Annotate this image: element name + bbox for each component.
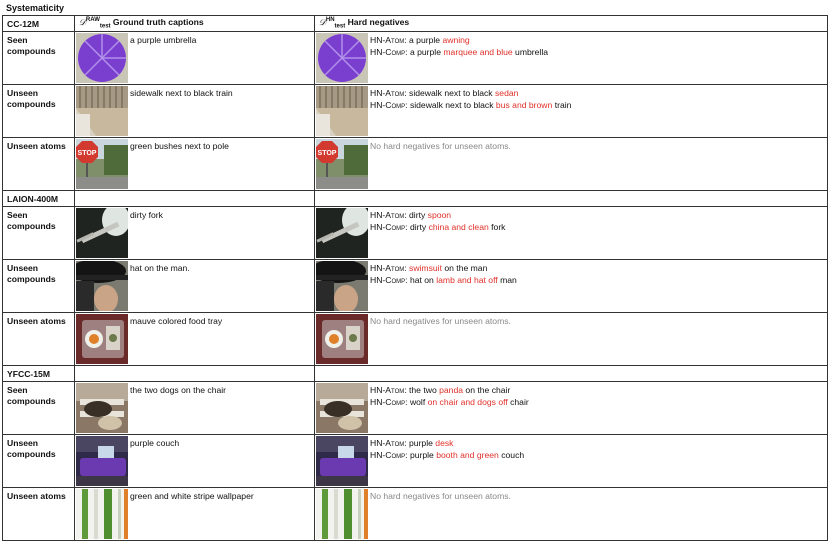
hn-atom-swap: desk bbox=[435, 438, 454, 448]
hn-atom-swap: awning bbox=[442, 35, 470, 45]
thumbnail-image bbox=[76, 383, 128, 433]
first-section-label: CC-12M bbox=[3, 16, 75, 32]
no-hard-negatives-note: No hard negatives for unseen atoms. bbox=[370, 141, 511, 151]
thumbnail-image bbox=[316, 314, 368, 364]
hn-atom-label: HN-Atom bbox=[370, 263, 405, 273]
row-label-cell bbox=[3, 85, 75, 138]
thumbnail-image bbox=[76, 86, 128, 136]
section-row bbox=[3, 191, 828, 207]
hn-atom-swap: sedan bbox=[495, 88, 519, 98]
hn-comp-line: HN-Comp: hat on lamb and hat off man bbox=[370, 274, 517, 285]
hn-header: 𝒟$^{HN}_{test}$ Hard negatives bbox=[315, 16, 828, 32]
table-row bbox=[3, 138, 828, 191]
thumbnail-image bbox=[316, 436, 368, 486]
hn-atom-line: HN-Atom: swimsuit on the man bbox=[370, 263, 488, 273]
row-label: Unseen atoms bbox=[7, 491, 66, 501]
hn-comp-prefix: a purple bbox=[409, 46, 444, 57]
hn-comp-prefix: wolf bbox=[409, 396, 428, 407]
hard-negative-captions bbox=[370, 85, 571, 111]
ground-truth-caption: green bushes next to pole bbox=[130, 141, 229, 151]
row-label-cell bbox=[3, 207, 75, 260]
svg-text:STOP: STOP bbox=[317, 150, 337, 157]
ground-truth-caption: dirty fork bbox=[130, 210, 163, 220]
thumbnail-image bbox=[76, 33, 128, 83]
table-title: Systematicity bbox=[6, 3, 65, 13]
table-row bbox=[3, 382, 828, 435]
hn-atom-prefix: dirty bbox=[409, 210, 428, 220]
row-label-cell bbox=[3, 435, 75, 488]
ground-truth-caption: mauve colored food tray bbox=[130, 316, 223, 326]
table-row bbox=[3, 207, 828, 260]
hn-comp-suffix: fork bbox=[488, 221, 506, 232]
hn-atom-label: HN-Atom bbox=[370, 385, 405, 395]
hard-negative-captions bbox=[370, 32, 548, 58]
row-label-cell bbox=[3, 382, 75, 435]
table-row bbox=[3, 435, 828, 488]
ground-truth-caption: hat on the man. bbox=[130, 263, 190, 273]
row-label: Unseen compounds bbox=[7, 263, 56, 284]
hn-comp-suffix: umbrella bbox=[512, 46, 549, 57]
hn-comp-prefix: hat on bbox=[409, 274, 437, 285]
ground-truth-cell bbox=[75, 488, 315, 541]
hn-atom-label: HN-Atom bbox=[370, 88, 405, 98]
hn-comp-prefix: sidewalk next to black bbox=[409, 99, 496, 110]
row-label-cell bbox=[3, 32, 75, 85]
thumbnail-image bbox=[76, 436, 128, 486]
row-label: Seen compounds bbox=[7, 210, 56, 231]
hn-atom-label: HN-Atom bbox=[370, 210, 405, 220]
ground-truth-caption: purple couch bbox=[130, 438, 180, 448]
row-label: Seen compounds bbox=[7, 35, 56, 56]
hard-negative-cell bbox=[315, 435, 828, 488]
ground-truth-cell bbox=[75, 207, 315, 260]
empty-cell bbox=[75, 191, 315, 207]
ground-truth-caption: a purple umbrella bbox=[130, 35, 197, 45]
row-label: Unseen compounds bbox=[7, 438, 56, 459]
hn-comp-swap: marquee and blue bbox=[443, 46, 513, 57]
hn-comp-label: HN-Comp bbox=[370, 221, 406, 232]
ground-truth-cell bbox=[75, 382, 315, 435]
row-label-cell bbox=[3, 313, 75, 366]
hn-atom-swap: spoon bbox=[427, 210, 452, 220]
hn-comp-line: HN-Comp: a purple marquee and blue umbrella bbox=[370, 46, 549, 57]
hard-negative-captions bbox=[370, 488, 511, 503]
hard-negative-cell bbox=[315, 207, 828, 260]
table-row bbox=[3, 32, 828, 85]
thumbnail-image bbox=[76, 261, 128, 311]
ground-truth-caption: sidewalk next to black train bbox=[130, 88, 233, 98]
hard-negative-captions bbox=[370, 207, 505, 233]
thumbnail-image bbox=[316, 261, 368, 311]
row-label: Unseen atoms bbox=[7, 141, 66, 151]
hn-atom-swap: swimsuit bbox=[409, 263, 442, 273]
ground-truth-caption: green and white stripe wallpaper bbox=[130, 491, 254, 501]
hn-comp-line: HN-Comp: dirty china and clean fork bbox=[370, 221, 506, 232]
gt-header: 𝒟$^{RAW}_{test}$ Ground truth captions bbox=[75, 16, 315, 32]
thumbnail-image bbox=[316, 208, 368, 258]
row-label: Unseen compounds bbox=[7, 88, 56, 109]
hn-atom-suffix: on the chair bbox=[463, 385, 511, 395]
hard-negative-cell bbox=[315, 260, 828, 313]
hn-comp-line: HN-Comp: purple booth and green couch bbox=[370, 449, 525, 460]
hn-atom-line: HN-Atom: the two panda on the chair bbox=[370, 385, 511, 395]
section-label: LAION-400M bbox=[3, 191, 75, 207]
section-row bbox=[3, 366, 828, 382]
hard-negative-cell bbox=[315, 32, 828, 85]
thumbnail-image bbox=[76, 208, 128, 258]
hn-comp-suffix: train bbox=[552, 99, 572, 110]
empty-cell bbox=[315, 366, 828, 382]
hn-comp-prefix: dirty bbox=[409, 221, 429, 232]
hn-comp-swap: china and clean bbox=[428, 221, 489, 232]
hn-comp-suffix: man bbox=[497, 274, 517, 285]
hn-comp-swap: lamb and hat off bbox=[436, 274, 498, 285]
hard-negative-captions bbox=[370, 435, 524, 461]
hn-comp-prefix: purple bbox=[409, 449, 437, 460]
hard-negative-captions bbox=[370, 382, 529, 408]
svg-text:STOP: STOP bbox=[77, 150, 97, 157]
row-label-cell bbox=[3, 488, 75, 541]
thumbnail-image bbox=[316, 139, 368, 189]
hn-comp-suffix: chair bbox=[507, 396, 529, 407]
no-hard-negatives-note: No hard negatives for unseen atoms. bbox=[370, 316, 511, 326]
hn-comp-swap: booth and green bbox=[436, 449, 499, 460]
ground-truth-cell bbox=[75, 435, 315, 488]
hn-comp-label: HN-Comp bbox=[370, 449, 406, 460]
row-label-cell bbox=[3, 260, 75, 313]
table-row bbox=[3, 85, 828, 138]
ground-truth-cell bbox=[75, 260, 315, 313]
thumbnail-image bbox=[76, 489, 128, 539]
thumbnail-image bbox=[76, 314, 128, 364]
ground-truth-cell bbox=[75, 85, 315, 138]
hn-comp-line: HN-Comp: wolf on chair and dogs off chair bbox=[370, 396, 529, 407]
table-row bbox=[3, 313, 828, 366]
hn-atom-line: HN-Atom: dirty spoon bbox=[370, 210, 452, 220]
hn-comp-suffix: couch bbox=[498, 449, 525, 460]
hn-atom-line: HN-Atom: sidewalk next to black sedan bbox=[370, 88, 519, 98]
hn-comp-label: HN-Comp bbox=[370, 99, 406, 110]
hn-atom-prefix: a purple bbox=[409, 35, 443, 45]
hn-atom-swap: panda bbox=[439, 385, 464, 395]
systematicity-table bbox=[2, 15, 828, 541]
empty-cell bbox=[315, 191, 828, 207]
hard-negative-cell bbox=[315, 313, 828, 366]
hn-comp-label: HN-Comp bbox=[370, 46, 406, 57]
hn-comp-line: HN-Comp: sidewalk next to black bus and brown train bbox=[370, 99, 572, 110]
hard-negative-cell bbox=[315, 85, 828, 138]
hn-atom-prefix: purple bbox=[409, 438, 436, 448]
gt-header-label: Ground truth captions bbox=[112, 17, 204, 28]
section-label: YFCC-15M bbox=[3, 366, 75, 382]
hard-negative-captions bbox=[370, 313, 511, 328]
hn-atom-line: HN-Atom: purple desk bbox=[370, 438, 454, 448]
ground-truth-caption: the two dogs on the chair bbox=[130, 385, 227, 395]
hn-atom-label: HN-Atom bbox=[370, 438, 405, 448]
hard-negative-cell bbox=[315, 138, 828, 191]
empty-cell bbox=[75, 366, 315, 382]
hard-negative-cell bbox=[315, 488, 828, 541]
hard-negative-captions bbox=[370, 138, 511, 153]
no-hard-negatives-note: No hard negatives for unseen atoms. bbox=[370, 491, 511, 501]
thumbnail-image bbox=[316, 33, 368, 83]
hn-atom-prefix: sidewalk next to black bbox=[409, 88, 495, 98]
table-row bbox=[3, 488, 828, 541]
thumbnail-image bbox=[316, 383, 368, 433]
ground-truth-cell bbox=[75, 138, 315, 191]
hn-comp-label: HN-Comp bbox=[370, 274, 406, 285]
hn-atom-prefix: the two bbox=[409, 385, 440, 395]
header-row bbox=[3, 16, 828, 32]
ground-truth-cell bbox=[75, 313, 315, 366]
hn-header-label: Hard negatives bbox=[347, 17, 410, 28]
hn-comp-swap: bus and brown bbox=[495, 99, 553, 110]
hn-atom-line: HN-Atom: a purple awning bbox=[370, 35, 470, 45]
thumbnail-image bbox=[316, 86, 368, 136]
hard-negative-cell bbox=[315, 382, 828, 435]
thumbnail-image bbox=[316, 489, 368, 539]
table-row bbox=[3, 260, 828, 313]
thumbnail-image bbox=[76, 139, 128, 189]
hn-atom-suffix: on the man bbox=[441, 263, 488, 273]
ground-truth-cell bbox=[75, 32, 315, 85]
row-label: Seen compounds bbox=[7, 385, 56, 406]
hn-atom-label: HN-Atom bbox=[370, 35, 405, 45]
row-label: Unseen atoms bbox=[7, 316, 66, 326]
hn-comp-label: HN-Comp bbox=[370, 396, 406, 407]
hard-negative-captions bbox=[370, 260, 517, 286]
hn-comp-swap: on chair and dogs off bbox=[427, 396, 508, 407]
row-label-cell bbox=[3, 138, 75, 191]
